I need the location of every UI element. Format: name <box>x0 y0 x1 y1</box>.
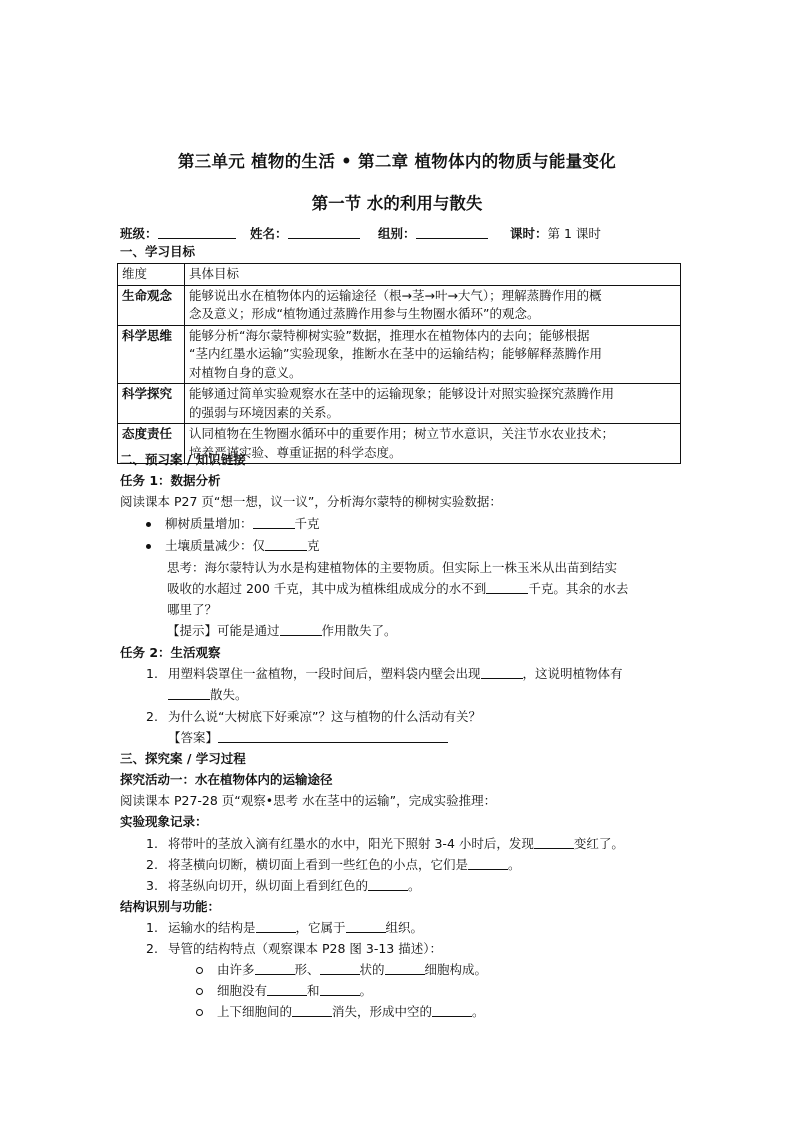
table-row <box>118 285 681 325</box>
hint-line: 【提示】可能是通过 作用散失了。 <box>167 623 397 638</box>
list-item: 2. 将茎横向切断，横切面上看到一些红色的小点，它们是 。 <box>146 857 521 872</box>
list-item: 3. 将茎纵向切开，纵切面上看到红色的 。 <box>146 878 421 893</box>
list-item: 柳树质量增加： 千克 <box>146 515 320 533</box>
section1-heading: 一、学习目标 <box>120 244 196 259</box>
row-goal: 认同植物在生物圈水循环中的重要作用；树立节水意识，关注节水农业技术； 培养严谨实验、尊重证据的科学态度。 <box>185 424 681 464</box>
answer-blank[interactable] <box>385 962 425 975</box>
list-item-cont: 散失。 <box>168 686 248 704</box>
answer-blank[interactable] <box>265 538 307 551</box>
answer-blank[interactable] <box>468 857 508 870</box>
header-goal: 具体目标 <box>185 264 681 286</box>
class-blank[interactable] <box>158 226 236 239</box>
header-dimension: 维度 <box>118 264 185 286</box>
answer-blank[interactable] <box>280 623 322 636</box>
group-label: 组别： <box>378 226 416 241</box>
period-value: 第 1 课时 <box>547 226 601 241</box>
answer-blank[interactable] <box>481 666 523 679</box>
answer-blank[interactable] <box>432 1004 472 1017</box>
answer-line: 【答案】 <box>168 729 448 747</box>
answer-blank[interactable] <box>256 920 296 933</box>
row-dimension: 态度责任 <box>118 424 185 464</box>
answer-blank[interactable] <box>267 983 307 996</box>
circle-bullet-icon <box>196 1009 203 1016</box>
list-item: 2. 导管的结构特点（观察课本 P28 图 3-13 描述）： <box>146 941 442 956</box>
task2-title: 任务 2：生活观察 <box>120 645 221 660</box>
think-line-1: 思考：海尔蒙特认为水是构建植物体的主要物质。但实际上一株玉米从出苗到结实 <box>167 560 618 575</box>
activity1-title: 探究活动一：水在植物体内的运输途径 <box>120 772 333 787</box>
row-goal: 能够分析“海尔蒙特柳树实验”数据，推理水在植物体内的去向；能够根据 “茎内红墨水运输”实验现象，推断水在茎中的运输结构；能够解释蒸腾作用 对植物自身的意义。 <box>185 325 681 384</box>
list-item: 1. 将带叶的茎放入滴有红墨水的水中，阳光下照射 3-4 小时后，发现 变红了。 <box>146 836 624 851</box>
answer-blank[interactable] <box>218 730 448 743</box>
row-dimension: 科学思维 <box>118 325 185 384</box>
period-label: 课时： <box>510 226 548 241</box>
answer-blank[interactable] <box>368 878 408 891</box>
task1-intro: 阅读课本 P27 页“想一想，议一议”，分析海尔蒙特的柳树实验数据： <box>120 494 502 509</box>
think-line-2: 吸收的水超过 200 千克，其中成为植株组成成分的水不到 千克。其余的水去 <box>167 581 629 596</box>
answer-blank[interactable] <box>292 1004 332 1017</box>
structure-title: 结构识别与功能： <box>120 899 221 914</box>
table-row <box>118 325 681 384</box>
period-field <box>510 224 601 242</box>
learning-goals-table <box>117 263 681 464</box>
answer-blank[interactable] <box>534 836 574 849</box>
unit-chapter-title: 第三单元 植物的生活 • 第二章 植物体内的物质与能量变化 <box>177 152 617 171</box>
bullet-icon <box>146 544 151 549</box>
answer-blank[interactable] <box>255 962 295 975</box>
sub-list-item: 上下细胞间的 消失，形成中空的 。 <box>196 1003 485 1021</box>
class-label: 班级： <box>120 226 158 241</box>
row-dimension: 生命观念 <box>118 285 185 325</box>
class-field[interactable] <box>120 224 236 242</box>
name-blank[interactable] <box>288 226 360 239</box>
sub-list-item: 细胞没有 和 。 <box>196 982 372 1000</box>
bullet-icon <box>146 522 151 527</box>
answer-blank[interactable] <box>320 983 360 996</box>
think-line-3: 哪里了？ <box>167 602 218 617</box>
student-info-row <box>120 224 680 242</box>
answer-blank[interactable] <box>486 581 528 594</box>
sub-list-item: 由许多 形、 状的 细胞构成。 <box>196 961 487 979</box>
list-item: 土壤质量减少：仅 克 <box>146 537 320 555</box>
activity1-read: 阅读课本 P27-28 页“观察•思考 水在茎中的运输”，完成实验推理： <box>120 793 497 808</box>
section3-heading: 三、探究案 / 学习过程 <box>120 751 246 766</box>
circle-bullet-icon <box>196 988 203 995</box>
section2-heading: 二、预习案 / 知识链接 <box>120 452 246 467</box>
name-label: 姓名： <box>250 226 288 241</box>
table-header-row <box>118 264 681 286</box>
answer-blank[interactable] <box>320 962 360 975</box>
group-blank[interactable] <box>416 226 488 239</box>
name-field[interactable] <box>250 224 360 242</box>
answer-blank[interactable] <box>168 687 210 700</box>
section-title: 第一节 水的利用与散失 <box>311 194 483 213</box>
observation-title: 实验现象记录： <box>120 814 208 829</box>
answer-blank[interactable] <box>253 516 295 529</box>
row-goal: 能够通过简单实验观察水在茎中的运输现象；能够设计对照实验探究蒸腾作用 的强弱与环境因素的关系。 <box>185 384 681 424</box>
task1-title: 任务 1：数据分析 <box>120 473 221 488</box>
answer-blank[interactable] <box>346 920 386 933</box>
list-item: 1. 运输水的结构是 ，它属于 组织。 <box>146 920 424 935</box>
row-dimension: 科学探究 <box>118 384 185 424</box>
list-item: 2. 为什么说“大树底下好乘凉”？这与植物的什么活动有关？ <box>146 709 481 724</box>
circle-bullet-icon <box>196 967 203 974</box>
list-item: 1. 用塑料袋罩住一盆植物，一段时间后，塑料袋内壁会出现 ，这说明植物体有 <box>146 666 623 681</box>
row-goal: 能够说出水在植物体内的运输途径（根→茎→叶→大气）；理解蒸腾作用的概 念及意义；形成“植物通过蒸腾作用参与生物圈水循环”的观念。 <box>185 285 681 325</box>
group-field[interactable] <box>378 224 488 242</box>
table-row <box>118 384 681 424</box>
